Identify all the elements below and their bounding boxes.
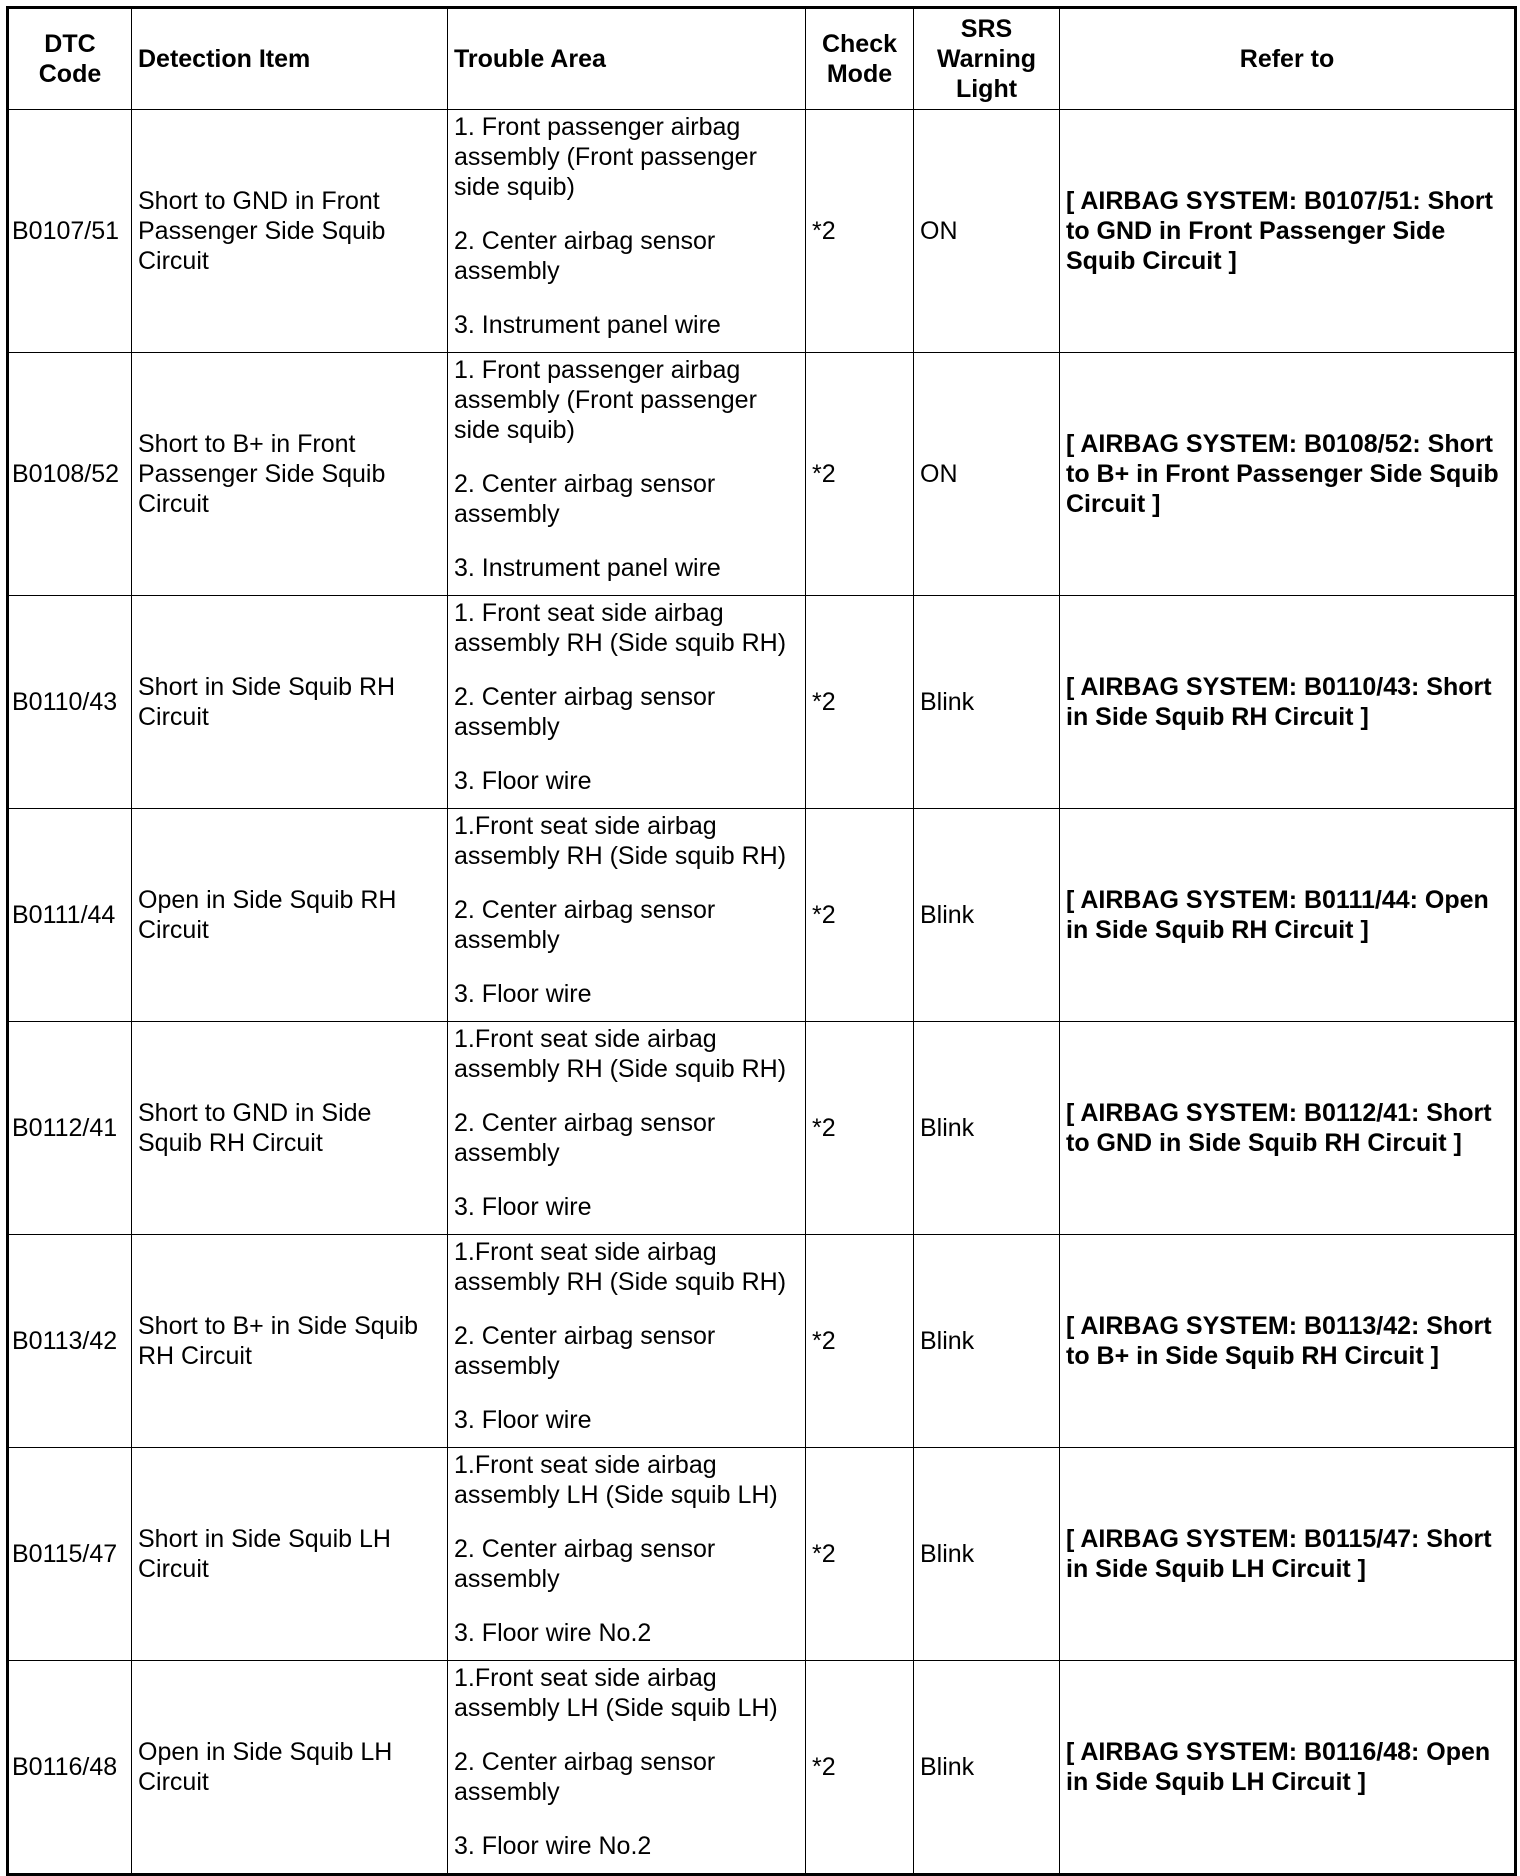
check-mode-cell: *2 — [806, 1448, 914, 1661]
srs-warning-light-cell: Blink — [914, 1661, 1060, 1875]
dtc-table — [6, 6, 1517, 1876]
trouble-area-item: 1.Front seat side airbag assembly RH (Side squib RH) — [454, 1025, 787, 1083]
dtc-code-cell: B0116/48 — [8, 1661, 132, 1875]
srs-warning-light-cell: Blink — [914, 1448, 1060, 1661]
dtc-code-cell: B0112/41 — [8, 1022, 132, 1235]
table-header-row — [8, 8, 1516, 110]
table-row — [8, 110, 1516, 353]
srs-warning-light-cell: Blink — [914, 1022, 1060, 1235]
refer-to-link[interactable]: [ AIRBAG SYSTEM: B0112/41: Short to GND in Side Squib RH Circuit ] — [1060, 1022, 1516, 1235]
check-mode-cell: *2 — [806, 596, 914, 809]
detection-item-cell: Open in Side Squib LH Circuit — [132, 1661, 448, 1875]
header-trouble-area: Trouble Area — [448, 8, 806, 110]
header-detection-item: Detection Item — [132, 8, 448, 110]
trouble-area-item: 1.Front seat side airbag assembly LH (Side squib LH) — [454, 1451, 778, 1509]
check-mode-cell: *2 — [806, 353, 914, 596]
check-mode-cell: *2 — [806, 1022, 914, 1235]
refer-to-link[interactable]: [ AIRBAG SYSTEM: B0116/48: Open in Side Squib LH Circuit ] — [1060, 1661, 1516, 1875]
detection-item-cell: Short in Side Squib LH Circuit — [132, 1448, 448, 1661]
trouble-area-item: 3. Instrument panel wire — [454, 554, 721, 582]
trouble-area-item: 3. Floor wire — [454, 767, 592, 795]
table-row — [8, 596, 1516, 809]
check-mode-cell: *2 — [806, 809, 914, 1022]
header-check-mode: Check Mode — [806, 8, 914, 110]
trouble-area-item: 3. Floor wire — [454, 1193, 592, 1221]
check-mode-cell: *2 — [806, 1661, 914, 1875]
dtc-code-cell: B0107/51 — [8, 110, 132, 353]
check-mode-cell: *2 — [806, 1235, 914, 1448]
trouble-area-cell — [448, 1022, 806, 1235]
refer-to-link[interactable]: [ AIRBAG SYSTEM: B0108/52: Short to B+ in Front Passenger Side Squib Circuit ] — [1060, 353, 1516, 596]
detection-item-cell: Short to GND in Side Squib RH Circuit — [132, 1022, 448, 1235]
trouble-area-item: 1. Front seat side airbag assembly RH (Side squib RH) — [454, 599, 787, 657]
table-row — [8, 353, 1516, 596]
trouble-area-item: 2. Center airbag sensor assembly — [454, 896, 716, 954]
dtc-code-cell: B0110/43 — [8, 596, 132, 809]
trouble-area-item: 2. Center airbag sensor assembly — [454, 227, 716, 285]
trouble-area-item: 3. Floor wire — [454, 980, 592, 1008]
dtc-code-cell: B0113/42 — [8, 1235, 132, 1448]
trouble-area-item: 2. Center airbag sensor assembly — [454, 1748, 716, 1806]
trouble-area-item: 3. Floor wire No.2 — [454, 1619, 652, 1647]
refer-to-link[interactable]: [ AIRBAG SYSTEM: B0110/43: Short in Side Squib RH Circuit ] — [1060, 596, 1516, 809]
refer-to-link[interactable]: [ AIRBAG SYSTEM: B0107/51: Short to GND in Front Passenger Side Squib Circuit ] — [1060, 110, 1516, 353]
trouble-area-cell — [448, 353, 806, 596]
trouble-area-item: 2. Center airbag sensor assembly — [454, 1109, 716, 1167]
dtc-code-cell: B0115/47 — [8, 1448, 132, 1661]
detection-item-cell: Short in Side Squib RH Circuit — [132, 596, 448, 809]
detection-item-cell: Short to B+ in Side Squib RH Circuit — [132, 1235, 448, 1448]
trouble-area-item: 1.Front seat side airbag assembly LH (Side squib LH) — [454, 1664, 778, 1722]
srs-warning-light-cell: ON — [914, 110, 1060, 353]
trouble-area-item: 2. Center airbag sensor assembly — [454, 683, 716, 741]
table-row — [8, 809, 1516, 1022]
trouble-area-cell — [448, 1661, 806, 1875]
trouble-area-item: 2. Center airbag sensor assembly — [454, 470, 716, 528]
trouble-area-item: 1. Front passenger airbag assembly (Front passenger side squib) — [454, 113, 757, 201]
table-row — [8, 1235, 1516, 1448]
table-row — [8, 1022, 1516, 1235]
trouble-area-item: 1.Front seat side airbag assembly RH (Side squib RH) — [454, 812, 787, 870]
trouble-area-cell — [448, 1448, 806, 1661]
trouble-area-item: 1.Front seat side airbag assembly RH (Side squib RH) — [454, 1238, 787, 1296]
dtc-code-cell: B0111/44 — [8, 809, 132, 1022]
trouble-area-item: 2. Center airbag sensor assembly — [454, 1535, 716, 1593]
refer-to-link[interactable]: [ AIRBAG SYSTEM: B0111/44: Open in Side Squib RH Circuit ] — [1060, 809, 1516, 1022]
detection-item-cell: Short to B+ in Front Passenger Side Squib Circuit — [132, 353, 448, 596]
srs-warning-light-cell: Blink — [914, 1235, 1060, 1448]
detection-item-cell: Open in Side Squib RH Circuit — [132, 809, 448, 1022]
table-row — [8, 1448, 1516, 1661]
trouble-area-item: 2. Center airbag sensor assembly — [454, 1322, 716, 1380]
trouble-area-item: 1. Front passenger airbag assembly (Front passenger side squib) — [454, 356, 757, 444]
trouble-area-cell — [448, 1235, 806, 1448]
trouble-area-cell — [448, 596, 806, 809]
refer-to-link[interactable]: [ AIRBAG SYSTEM: B0115/47: Short in Side Squib LH Circuit ] — [1060, 1448, 1516, 1661]
dtc-code-cell: B0108/52 — [8, 353, 132, 596]
trouble-area-item: 3. Floor wire No.2 — [454, 1832, 652, 1860]
header-dtc-code: DTC Code — [8, 8, 132, 110]
header-srs-warning-light: SRS Warning Light — [914, 8, 1060, 110]
dtc-table-container — [6, 6, 1517, 1876]
srs-warning-light-cell: Blink — [914, 809, 1060, 1022]
header-refer-to: Refer to — [1060, 8, 1516, 110]
trouble-area-cell — [448, 809, 806, 1022]
srs-warning-light-cell: Blink — [914, 596, 1060, 809]
check-mode-cell: *2 — [806, 110, 914, 353]
srs-warning-light-cell: ON — [914, 353, 1060, 596]
detection-item-cell: Short to GND in Front Passenger Side Squib Circuit — [132, 110, 448, 353]
refer-to-link[interactable]: [ AIRBAG SYSTEM: B0113/42: Short to B+ in Side Squib RH Circuit ] — [1060, 1235, 1516, 1448]
trouble-area-item: 3. Instrument panel wire — [454, 311, 721, 339]
trouble-area-cell — [448, 110, 806, 353]
trouble-area-item: 3. Floor wire — [454, 1406, 592, 1434]
table-row — [8, 1661, 1516, 1875]
